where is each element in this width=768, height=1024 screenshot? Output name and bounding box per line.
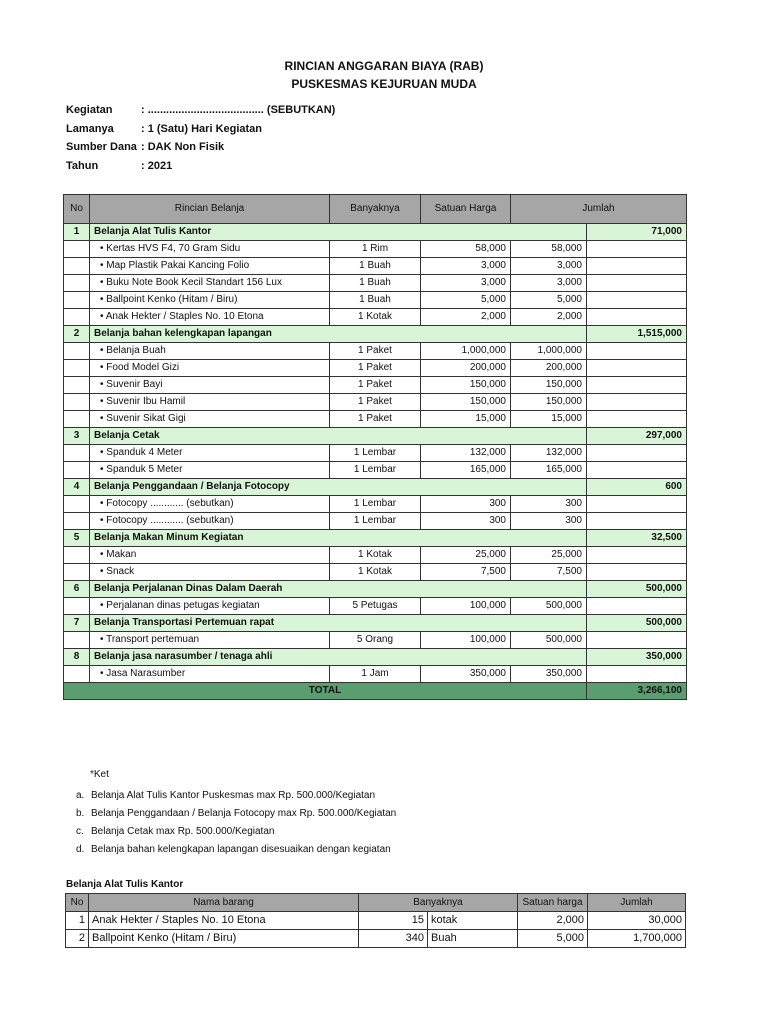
category-name: Belanja Penggandaan / Belanja Fotocopy xyxy=(90,479,587,496)
item-subtotal: 132,000 xyxy=(511,445,587,462)
header-rincian: Rincian Belanja xyxy=(90,195,330,224)
item-qty: 1 Jam xyxy=(330,666,421,683)
note-item xyxy=(76,841,396,859)
header-banyaknya: Banyaknya xyxy=(359,894,518,912)
item-subtotal: 3,000 xyxy=(511,275,587,292)
item-price: 25,000 xyxy=(421,547,511,564)
item-name: • Ballpoint Kenko (Hitam / Biru) xyxy=(90,292,330,309)
item-name: • Anak Hekter / Staples No. 10 Etona xyxy=(90,309,330,326)
category-row xyxy=(64,479,687,496)
item-total-empty xyxy=(587,241,687,258)
row-nama: Ballpoint Kenko (Hitam / Biru) xyxy=(89,930,359,948)
item-price: 132,000 xyxy=(421,445,511,462)
category-name: Belanja Makan Minum Kegiatan xyxy=(90,530,587,547)
row-qty: 15 xyxy=(359,912,428,930)
table-row xyxy=(64,292,687,309)
header-jumlah: Jumlah xyxy=(511,195,687,224)
category-total: 32,500 xyxy=(587,530,687,547)
item-subtotal: 7,500 xyxy=(511,564,587,581)
table-row xyxy=(64,462,687,479)
row-no-empty xyxy=(64,241,90,258)
budget-table xyxy=(63,194,687,700)
item-qty: 1 Lembar xyxy=(330,496,421,513)
category-name: Belanja bahan kelengkapan lapangan xyxy=(90,326,587,343)
total-value: 3,266,100 xyxy=(587,683,687,700)
category-no: 8 xyxy=(64,649,90,666)
category-total: 297,000 xyxy=(587,428,687,445)
item-qty: 1 Lembar xyxy=(330,513,421,530)
row-no-empty xyxy=(64,462,90,479)
row-unit: Buah xyxy=(428,930,518,948)
table-row xyxy=(66,930,686,948)
item-subtotal: 5,000 xyxy=(511,292,587,309)
atk-table-title: Belanja Alat Tulis Kantor xyxy=(66,879,184,890)
table-row xyxy=(66,912,686,930)
info-label: Tahun xyxy=(66,159,99,172)
category-total: 1,515,000 xyxy=(587,326,687,343)
header-banyaknya: Banyaknya xyxy=(330,195,421,224)
item-subtotal: 2,000 xyxy=(511,309,587,326)
row-no-empty xyxy=(64,564,90,581)
notes-title: *Ket xyxy=(90,769,109,780)
item-price: 5,000 xyxy=(421,292,511,309)
item-total-empty xyxy=(587,343,687,360)
item-name: • Fotocopy ............ (sebutkan) xyxy=(90,496,330,513)
item-subtotal: 58,000 xyxy=(511,241,587,258)
row-no-empty xyxy=(64,377,90,394)
row-nama: Anak Hekter / Staples No. 10 Etona xyxy=(89,912,359,930)
item-total-empty xyxy=(587,547,687,564)
row-qty: 340 xyxy=(359,930,428,948)
row-price: 2,000 xyxy=(518,912,588,930)
item-subtotal: 25,000 xyxy=(511,547,587,564)
note-letter: a. xyxy=(76,790,85,801)
item-subtotal: 1,000,000 xyxy=(511,343,587,360)
row-no-empty xyxy=(64,496,90,513)
table-row xyxy=(64,513,687,530)
item-total-empty xyxy=(587,666,687,683)
header-no: No xyxy=(64,195,90,224)
row-no-empty xyxy=(64,343,90,360)
item-price: 3,000 xyxy=(421,258,511,275)
item-name: • Fotocopy ............ (sebutkan) xyxy=(90,513,330,530)
category-total: 350,000 xyxy=(587,649,687,666)
item-price: 300 xyxy=(421,496,511,513)
category-no: 5 xyxy=(64,530,90,547)
item-subtotal: 150,000 xyxy=(511,377,587,394)
item-name: • Makan xyxy=(90,547,330,564)
row-no-empty xyxy=(64,513,90,530)
category-name: Belanja Alat Tulis Kantor xyxy=(90,224,587,241)
row-price: 5,000 xyxy=(518,930,588,948)
table-row xyxy=(64,275,687,292)
item-qty: 1 Kotak xyxy=(330,309,421,326)
item-price: 100,000 xyxy=(421,598,511,615)
item-qty: 1 Buah xyxy=(330,258,421,275)
notes xyxy=(76,769,396,859)
document-subtitle: PUSKESMAS KEJURUAN MUDA xyxy=(291,77,477,91)
table-row xyxy=(64,377,687,394)
table-row xyxy=(64,598,687,615)
item-subtotal: 500,000 xyxy=(511,598,587,615)
row-no-empty xyxy=(64,394,90,411)
item-total-empty xyxy=(587,411,687,428)
category-no: 2 xyxy=(64,326,90,343)
header-satuan-harga: Satuan Harga xyxy=(421,195,511,224)
item-name: • Kertas HVS F4, 70 Gram Sidu xyxy=(90,241,330,258)
category-no: 3 xyxy=(64,428,90,445)
budget-table-header xyxy=(64,195,687,224)
info-value: : ...................................... (SEBUTKAN) xyxy=(141,104,336,116)
item-total-empty xyxy=(587,496,687,513)
row-no-empty xyxy=(64,445,90,462)
item-name: • Belanja Buah xyxy=(90,343,330,360)
info-row-kegiatan xyxy=(66,104,335,123)
row-no: 2 xyxy=(66,930,89,948)
item-qty: 1 Kotak xyxy=(330,564,421,581)
category-no: 1 xyxy=(64,224,90,241)
category-row xyxy=(64,326,687,343)
note-letter: b. xyxy=(76,808,85,819)
note-text: Belanja bahan kelengkapan lapangan disesuaikan dengan kegiatan xyxy=(91,844,391,855)
item-name: • Spanduk 5 Meter xyxy=(90,462,330,479)
note-text: Belanja Penggandaan / Belanja Fotocopy max Rp. 500.000/Kegiatan xyxy=(91,808,397,819)
item-subtotal: 300 xyxy=(511,496,587,513)
item-qty: 1 Paket xyxy=(330,343,421,360)
row-no-empty xyxy=(64,666,90,683)
header-nama-barang: Nama barang xyxy=(89,894,359,912)
category-no: 6 xyxy=(64,581,90,598)
total-row xyxy=(64,683,687,700)
category-name: Belanja Perjalanan Dinas Dalam Daerah xyxy=(90,581,587,598)
item-name: • Spanduk 4 Meter xyxy=(90,445,330,462)
item-subtotal: 500,000 xyxy=(511,632,587,649)
budget-table-body xyxy=(64,224,687,700)
table-row xyxy=(64,241,687,258)
item-total-empty xyxy=(587,292,687,309)
info-row-sumber-dana xyxy=(66,141,335,160)
category-no: 7 xyxy=(64,615,90,632)
item-name: • Snack xyxy=(90,564,330,581)
info-row-lamanya xyxy=(66,123,335,142)
item-name: • Suvenir Ibu Hamil xyxy=(90,394,330,411)
item-subtotal: 150,000 xyxy=(511,394,587,411)
item-total-empty xyxy=(587,564,687,581)
info-row-tahun xyxy=(66,160,335,179)
item-qty: 1 Kotak xyxy=(330,547,421,564)
item-qty: 1 Buah xyxy=(330,292,421,309)
note-item xyxy=(76,823,396,841)
note-letter: d. xyxy=(76,844,85,855)
table-row xyxy=(64,258,687,275)
category-row xyxy=(64,615,687,632)
item-total-empty xyxy=(587,258,687,275)
item-price: 150,000 xyxy=(421,377,511,394)
row-no-empty xyxy=(64,309,90,326)
row-no-empty xyxy=(64,275,90,292)
item-name: • Suvenir Bayi xyxy=(90,377,330,394)
item-subtotal: 165,000 xyxy=(511,462,587,479)
item-total-empty xyxy=(587,377,687,394)
item-subtotal: 300 xyxy=(511,513,587,530)
category-row xyxy=(64,649,687,666)
row-no-empty xyxy=(64,632,90,649)
item-subtotal: 200,000 xyxy=(511,360,587,377)
item-total-empty xyxy=(587,360,687,377)
item-price: 58,000 xyxy=(421,241,511,258)
category-row xyxy=(64,224,687,241)
item-name: • Suvenir Sikat Gigi xyxy=(90,411,330,428)
item-price: 15,000 xyxy=(421,411,511,428)
item-price: 165,000 xyxy=(421,462,511,479)
item-price: 100,000 xyxy=(421,632,511,649)
item-price: 300 xyxy=(421,513,511,530)
document-title: RINCIAN ANGGARAN BIAYA (RAB) xyxy=(284,59,484,73)
category-total: 71,000 xyxy=(587,224,687,241)
table-row xyxy=(64,496,687,513)
table-row xyxy=(64,666,687,683)
table-row xyxy=(64,411,687,428)
item-price: 2,000 xyxy=(421,309,511,326)
activity-info xyxy=(66,104,335,178)
item-total-empty xyxy=(587,394,687,411)
category-name: Belanja Cetak xyxy=(90,428,587,445)
item-name: • Food Model Gizi xyxy=(90,360,330,377)
info-value: : 2021 xyxy=(141,159,173,172)
row-total: 30,000 xyxy=(588,912,686,930)
item-qty: 1 Lembar xyxy=(330,445,421,462)
category-row xyxy=(64,428,687,445)
category-name: Belanja Transportasi Pertemuan rapat xyxy=(90,615,587,632)
header-no: No xyxy=(66,894,89,912)
item-name: • Perjalanan dinas petugas kegiatan xyxy=(90,598,330,615)
item-price: 350,000 xyxy=(421,666,511,683)
item-price: 150,000 xyxy=(421,394,511,411)
table-row xyxy=(64,632,687,649)
item-price: 1,000,000 xyxy=(421,343,511,360)
category-total: 500,000 xyxy=(587,615,687,632)
note-text: Belanja Cetak max Rp. 500.000/Kegiatan xyxy=(91,826,275,837)
table-row xyxy=(64,360,687,377)
table-row xyxy=(64,343,687,360)
header-satuan-harga: Satuan harga xyxy=(518,894,588,912)
row-no-empty xyxy=(64,547,90,564)
item-name: • Buku Note Book Kecil Standart 156 Lux xyxy=(90,275,330,292)
row-no-empty xyxy=(64,292,90,309)
note-letter: c. xyxy=(76,826,84,837)
category-name: Belanja jasa narasumber / tenaga ahli xyxy=(90,649,587,666)
row-no-empty xyxy=(64,411,90,428)
item-total-empty xyxy=(587,513,687,530)
header-jumlah: Jumlah xyxy=(588,894,686,912)
row-no-empty xyxy=(64,598,90,615)
item-total-empty xyxy=(587,632,687,649)
row-no: 1 xyxy=(66,912,89,930)
category-total: 600 xyxy=(587,479,687,496)
table-row xyxy=(64,394,687,411)
category-row xyxy=(64,581,687,598)
category-row xyxy=(64,530,687,547)
info-label: Sumber Dana xyxy=(66,141,137,153)
info-value: : DAK Non Fisik xyxy=(141,141,225,153)
item-qty: 1 Paket xyxy=(330,394,421,411)
item-subtotal: 350,000 xyxy=(511,666,587,683)
item-subtotal: 15,000 xyxy=(511,411,587,428)
item-price: 3,000 xyxy=(421,275,511,292)
item-name: • Map Plastik Pakai Kancing Folio xyxy=(90,258,330,275)
item-qty: 5 Orang xyxy=(330,632,421,649)
atk-table xyxy=(65,893,686,948)
item-total-empty xyxy=(587,275,687,292)
table-row xyxy=(64,309,687,326)
category-total: 500,000 xyxy=(587,581,687,598)
total-label: TOTAL xyxy=(64,683,587,700)
item-total-empty xyxy=(587,309,687,326)
note-text: Belanja Alat Tulis Kantor Puskesmas max Rp. 500.000/Kegiatan xyxy=(91,790,376,801)
item-name: • Transport pertemuan xyxy=(90,632,330,649)
item-total-empty xyxy=(587,462,687,479)
item-qty: 1 Rim xyxy=(330,241,421,258)
info-label: Kegiatan xyxy=(66,104,113,116)
row-total: 1,700,000 xyxy=(588,930,686,948)
table-row xyxy=(64,564,687,581)
item-price: 7,500 xyxy=(421,564,511,581)
table-row xyxy=(64,547,687,564)
item-qty: 5 Petugas xyxy=(330,598,421,615)
row-no-empty xyxy=(64,360,90,377)
item-qty: 1 Lembar xyxy=(330,462,421,479)
row-no-empty xyxy=(64,258,90,275)
note-item xyxy=(76,805,396,823)
item-total-empty xyxy=(587,445,687,462)
info-label: Lamanya xyxy=(66,122,114,135)
row-unit: kotak xyxy=(428,912,518,930)
item-qty: 1 Paket xyxy=(330,377,421,394)
item-qty: 1 Buah xyxy=(330,275,421,292)
item-price: 200,000 xyxy=(421,360,511,377)
item-name: • Jasa Narasumber xyxy=(90,666,330,683)
item-qty: 1 Paket xyxy=(330,411,421,428)
item-subtotal: 3,000 xyxy=(511,258,587,275)
item-qty: 1 Paket xyxy=(330,360,421,377)
item-total-empty xyxy=(587,598,687,615)
note-item xyxy=(76,787,396,805)
table-row xyxy=(64,445,687,462)
atk-table-header xyxy=(66,894,686,912)
info-value: : 1 (Satu) Hari Kegiatan xyxy=(141,122,263,135)
category-no: 4 xyxy=(64,479,90,496)
